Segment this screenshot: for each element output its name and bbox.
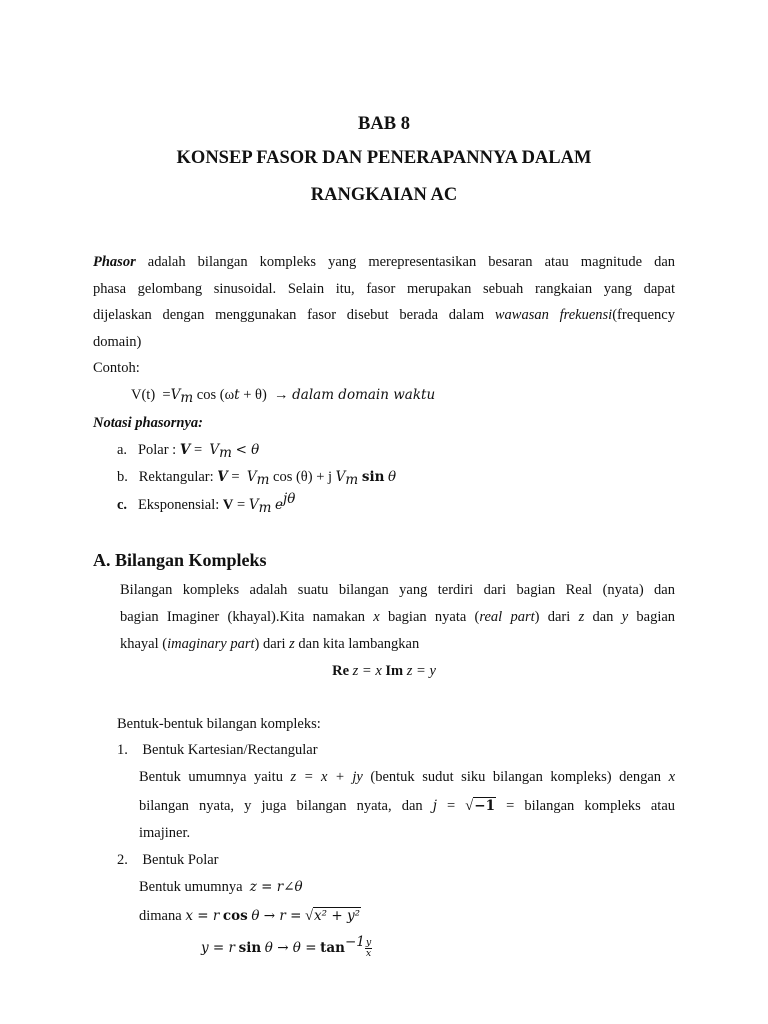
v-m-2: V: [335, 469, 346, 485]
phasor-v: V: [222, 497, 234, 513]
intro-line3: [93, 305, 675, 325]
intro-line2: phasa gelombang sinusoidal. Selain itu, fasor merupakan sebuah rangkaian yang dapat: [93, 281, 675, 297]
x-equation: x = r: [185, 908, 220, 924]
exp-e: e: [275, 497, 284, 513]
var-z: z: [352, 663, 359, 679]
list-marker: 1.: [117, 742, 128, 758]
list-marker: 2.: [117, 852, 128, 868]
list-marker: c.: [117, 497, 128, 513]
fraction-denominator: x: [365, 948, 372, 960]
cartesian-equation: z = x + jy: [290, 769, 363, 785]
im-label: Im: [385, 663, 404, 679]
notation-item-exponential: [117, 491, 296, 516]
sin-term: sin: [361, 469, 385, 485]
form2-title: [117, 850, 219, 870]
intro-line4: domain): [93, 334, 142, 350]
phasor-term: Phasor: [93, 254, 136, 270]
form2-line1: [139, 877, 303, 897]
sqrt-x2-y2: x² + y²: [314, 908, 360, 924]
cos-term: cos (θ) + j: [273, 469, 333, 485]
var-x: x: [668, 769, 675, 785]
form2-title-text: Bentuk Polar: [142, 852, 219, 868]
v-m: V: [248, 497, 259, 513]
re-eq: = x: [361, 663, 382, 679]
form1-line1: [139, 767, 675, 787]
text: bagian: [636, 609, 676, 625]
var-y: y: [621, 609, 629, 625]
v-m-sub: m: [258, 500, 272, 516]
phasor-v: V: [217, 469, 228, 485]
example-eq: =: [162, 387, 171, 403]
sin-fn: sin: [238, 940, 262, 956]
intro-line3-text: dijelaskan dengan menggunakan fasor disebut berada dalam: [93, 307, 485, 323]
form2-line2: dimana x = r cos θ → r = √x² + y²: [139, 908, 360, 924]
text: Bentuk umumnya: [139, 879, 243, 895]
theta: θ: [388, 469, 397, 485]
theta-equation: θ → θ =: [264, 940, 317, 956]
intro-line3-end: (frequency: [612, 307, 675, 323]
notation-label: Eksponensial:: [137, 497, 220, 513]
var-x: x: [373, 609, 380, 625]
section-a-line2: [120, 607, 675, 627]
tan-exponent: −1: [344, 934, 365, 950]
notation-label: Rektangular:: [138, 469, 214, 485]
v-m-sub: m: [219, 445, 232, 461]
text: ) dari: [254, 636, 286, 652]
example-cos: cos (: [196, 387, 225, 403]
form2-line3: [201, 934, 372, 960]
chapter-label: BAB 8: [358, 114, 410, 134]
re-im-definition: [0, 661, 768, 681]
imaginary-part-term: imaginary part: [167, 636, 255, 652]
arrow-icon: →: [274, 387, 289, 403]
eq: =: [231, 469, 240, 485]
section-a-line3: [120, 634, 419, 654]
y-equation: y = r: [201, 940, 235, 956]
cos-fn: cos: [222, 908, 248, 924]
text: bilangan nyata, y juga bilangan nyata, dan: [139, 798, 423, 814]
r-equation: θ → r =: [251, 908, 302, 924]
var-z: z: [289, 636, 295, 652]
var-z: z: [578, 609, 585, 625]
sqrt-minus-one: −1: [474, 798, 495, 814]
example-t: t: [234, 387, 240, 403]
section-a-title: A. Bilangan Kompleks: [93, 550, 267, 570]
intro-line1-text: adalah bilangan kompleks yang merepresentasikan besaran atau magnitude dan: [147, 254, 675, 270]
form1-line3: imajiner.: [139, 825, 191, 841]
exp-power: jθ: [283, 491, 296, 507]
phasor-v: V: [179, 442, 191, 458]
eq: =: [193, 442, 203, 458]
example-omega: ω: [224, 387, 235, 403]
tan-fn: tan: [320, 940, 345, 956]
text: bagian nyata (: [387, 609, 480, 625]
example-desc: dalam domain waktu: [292, 387, 436, 403]
text: bagian Imaginer (khayal).Kita namakan: [120, 609, 366, 625]
frequency-domain-term: wawasan frekuensi: [494, 307, 613, 323]
text: Bentuk umumnya yaitu: [139, 769, 283, 785]
text: ) dari: [534, 609, 571, 625]
list-marker: a.: [117, 442, 128, 458]
example-plus: + θ): [243, 387, 267, 403]
intro-line1: [93, 252, 675, 272]
text: dan kita lambangkan: [298, 636, 420, 652]
real-part-term: real part: [479, 609, 535, 625]
forms-intro: Bentuk-bentuk bilangan kompleks:: [117, 716, 321, 732]
v-m-2-sub: m: [345, 472, 359, 488]
example-equation: [131, 385, 435, 405]
polar-equation: z = r∠θ: [249, 879, 303, 895]
fraction-numerator: y: [365, 937, 372, 949]
text: dan: [592, 609, 614, 625]
form1-title: [117, 740, 318, 760]
list-marker: b.: [117, 469, 128, 485]
form1-line2: bilangan nyata, y juga bilangan nyata, dan j = √−1 = bilangan kompleks atau: [139, 798, 676, 814]
v-m: V: [246, 469, 257, 485]
text: khayal (: [120, 636, 168, 652]
notation-heading: Notasi phasornya:: [93, 415, 203, 431]
chapter-title-line2: RANGKAIAN AC: [310, 185, 458, 205]
text: = bilangan kompleks atau: [506, 798, 676, 814]
var-z: z: [406, 663, 413, 679]
notation-item-polar: [117, 440, 259, 460]
text: dimana: [139, 908, 182, 924]
text: (bentuk sudut siku bilangan kompleks) dengan: [370, 769, 662, 785]
var-j: j: [432, 798, 437, 814]
v-m-sub: m: [256, 472, 270, 488]
v-m: V: [209, 442, 220, 458]
example-v-sub: m: [180, 390, 194, 406]
section-a-line1: Bilangan kompleks adalah suatu bilangan yang terdiri dari bagian Real (nyata) dan: [120, 582, 675, 598]
re-label: Re: [332, 663, 350, 679]
notation-item-rectangular: [117, 467, 396, 487]
im-eq: = y: [416, 663, 436, 679]
y-over-x-fraction: [365, 938, 372, 959]
chapter-title-line1: KONSEP FASOR DAN PENERAPANNYA DALAM: [176, 148, 592, 168]
polar-angle: < θ: [235, 442, 260, 458]
notation-label: Polar :: [137, 442, 177, 458]
example-lhs: V(t): [131, 387, 156, 403]
example-label: Contoh:: [93, 360, 140, 376]
form1-title-text: Bentuk Kartesian/Rectangular: [142, 742, 318, 758]
example-v: V: [170, 387, 181, 403]
eq: =: [237, 497, 246, 513]
